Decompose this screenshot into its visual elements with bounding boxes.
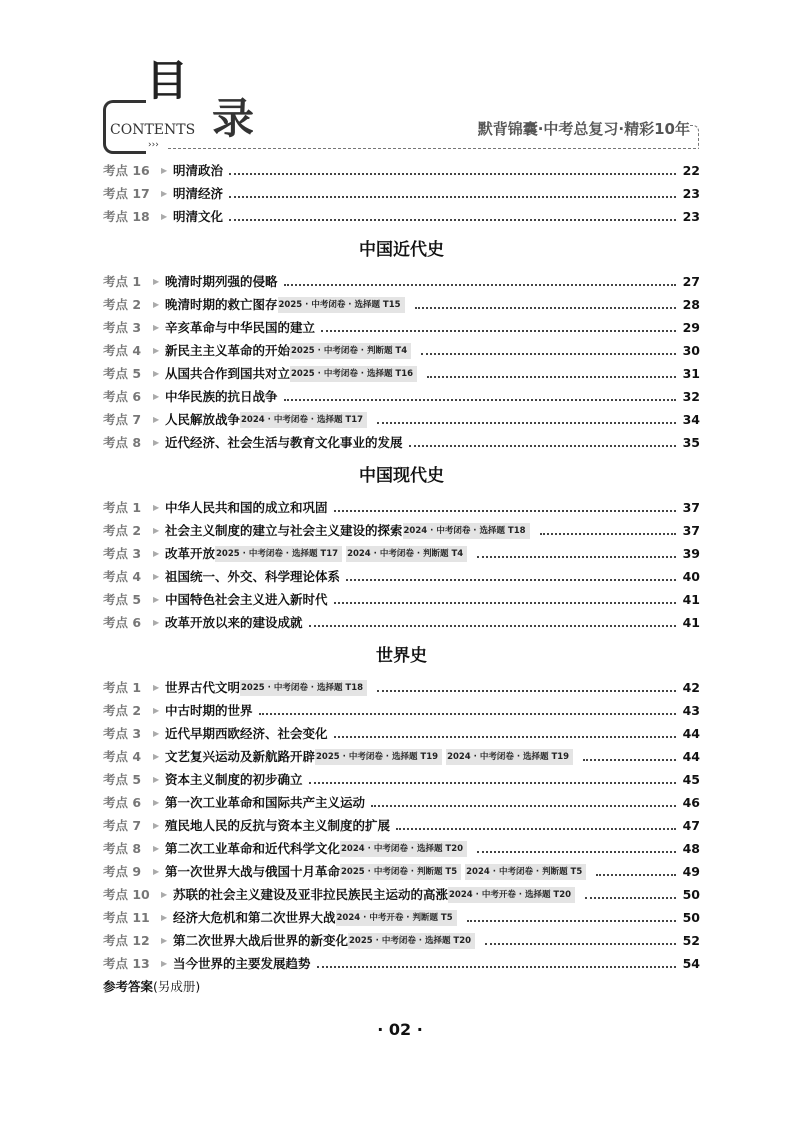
triangle-right-icon: ▶ — [153, 617, 160, 627]
exam-tag: 2025 · 中考闭卷 · 判断题 T4 — [290, 343, 411, 359]
dot-leader — [334, 602, 676, 604]
exam-tag: 2025 · 中考闭卷 · 选择题 T19 — [315, 749, 442, 765]
dot-leader — [229, 219, 676, 221]
entry-code: 考点 16 — [103, 162, 150, 178]
exam-tag: 2024 · 中考闭卷 · 选择题 T17 — [240, 412, 367, 428]
triangle-right-icon: ▶ — [153, 705, 160, 715]
triangle-right-icon: ▶ — [153, 774, 160, 784]
entry-code: 考点 2 — [103, 522, 142, 538]
entry-page: 37 — [682, 522, 700, 538]
triangle-right-icon: ▶ — [153, 437, 160, 447]
entry-title[interactable]: 经济大危机和第二次世界大战 — [173, 909, 336, 925]
entry-title[interactable]: 祖国统一、外交、科学理论体系 — [165, 568, 341, 584]
dot-leader — [284, 284, 676, 286]
entry-page: 31 — [682, 365, 700, 381]
triangle-right-icon: ▶ — [153, 322, 160, 332]
toc-entry[interactable] — [103, 339, 700, 362]
entry-page: 50 — [682, 909, 700, 925]
exam-tag: 2025 · 中考闭卷 · 选择题 T16 — [290, 366, 417, 382]
entry-page: 39 — [682, 545, 700, 561]
dot-leader — [371, 805, 676, 807]
triangle-right-icon: ▶ — [153, 682, 160, 692]
toc-entry[interactable] — [103, 676, 700, 699]
toc-entry[interactable] — [103, 722, 700, 745]
toc-entry[interactable] — [103, 860, 700, 883]
entry-code: 考点 1 — [103, 499, 142, 515]
entry-title[interactable]: 中华民族的抗日战争 — [165, 388, 278, 404]
entry-page: 41 — [682, 591, 700, 607]
entry-code: 考点 4 — [103, 342, 142, 358]
entry-title[interactable]: 辛亥革命与中华民国的建立 — [165, 319, 316, 335]
dot-leader — [409, 445, 676, 447]
toc-entry[interactable] — [103, 906, 700, 929]
exam-tag: 2025 · 中考闭卷 · 选择题 T18 — [240, 680, 367, 696]
answer-key-note — [103, 975, 700, 998]
entry-title[interactable]: 中华人民共和国的成立和巩固 — [165, 499, 328, 515]
exam-tag: 2024 · 中考闭卷 · 选择题 T19 — [446, 749, 573, 765]
toc-entry[interactable] — [103, 519, 700, 542]
dot-leader — [346, 579, 676, 581]
section-heading: 中国现代史 — [359, 466, 444, 486]
entry-title[interactable]: 社会主义制度的建立与社会主义建设的探索 — [165, 522, 403, 538]
toc-entry[interactable] — [103, 768, 700, 791]
series-title: 默背锦囊·中考总复习·精彩10年 — [477, 120, 690, 138]
entry-title[interactable]: 苏联的社会主义建设及亚非拉民族民主运动的高涨 — [173, 886, 449, 902]
table-of-contents — [103, 159, 700, 998]
entry-title[interactable]: 人民解放战争 — [165, 411, 241, 427]
entry-title[interactable]: 晚清时期的救亡图存 — [165, 296, 278, 312]
entry-code: 考点 5 — [103, 365, 142, 381]
page-number: · 02 · — [377, 1020, 423, 1039]
entry-title[interactable]: 第一次工业革命和国际共产主义运动 — [165, 794, 366, 810]
entry-page: 44 — [682, 748, 700, 764]
triangle-right-icon: ▶ — [153, 866, 160, 876]
entry-page: 45 — [682, 771, 700, 787]
answer-key-paren: (另成册) — [153, 979, 201, 994]
entry-page: 30 — [682, 342, 700, 358]
toc-entry[interactable] — [103, 791, 700, 814]
entry-code: 考点 2 — [103, 296, 142, 312]
dot-leader — [540, 533, 676, 535]
entry-code: 考点 6 — [103, 614, 142, 630]
dot-leader — [334, 510, 676, 512]
toc-entry[interactable] — [103, 270, 700, 293]
toc-entry[interactable] — [103, 699, 700, 722]
entry-code: 考点 7 — [103, 817, 142, 833]
dot-leader — [583, 759, 676, 761]
triangle-right-icon: ▶ — [153, 751, 160, 761]
entry-code: 考点 12 — [103, 932, 150, 948]
toc-entry[interactable] — [103, 542, 700, 565]
entry-title[interactable]: 世界古代文明 — [165, 679, 241, 695]
toc-entry[interactable] — [103, 316, 700, 339]
entry-page: 42 — [682, 679, 700, 695]
entry-page: 52 — [682, 932, 700, 948]
entry-title[interactable]: 第一次世界大战与俄国十月革命 — [165, 863, 341, 879]
dot-leader — [415, 307, 676, 309]
exam-tag: 2025 · 中考闭卷 · 选择题 T17 — [215, 546, 342, 562]
triangle-right-icon: ▶ — [161, 912, 168, 922]
entry-title[interactable]: 改革开放 — [165, 545, 216, 561]
toc-entry[interactable] — [103, 745, 700, 768]
entry-code: 考点 17 — [103, 185, 150, 201]
entry-page: 46 — [682, 794, 700, 810]
triangle-right-icon: ▶ — [153, 820, 160, 830]
entry-code: 考点 11 — [103, 909, 150, 925]
toc-entry[interactable] — [103, 431, 700, 454]
toc-entry[interactable] — [103, 362, 700, 385]
entry-title[interactable]: 明清政治 — [173, 162, 224, 178]
toc-entry[interactable] — [103, 814, 700, 837]
dot-leader — [585, 897, 676, 899]
triangle-right-icon: ▶ — [153, 391, 160, 401]
triangle-right-icon: ▶ — [153, 594, 160, 604]
entry-code: 考点 3 — [103, 545, 142, 561]
entry-page: 35 — [682, 434, 700, 450]
header-divider — [168, 148, 696, 149]
entry-code: 考点 6 — [103, 794, 142, 810]
entry-code: 考点 1 — [103, 679, 142, 695]
entry-code: 考点 4 — [103, 748, 142, 764]
dot-leader — [421, 353, 676, 355]
entry-page: 40 — [682, 568, 700, 584]
entry-code: 考点 10 — [103, 886, 150, 902]
dot-leader — [309, 782, 676, 784]
exam-tag: 2024 · 中考闭卷 · 判断题 T4 — [346, 546, 467, 562]
entry-page: 29 — [682, 319, 700, 335]
triangle-right-icon: ▶ — [153, 728, 160, 738]
entry-title[interactable]: 晚清时期列强的侵略 — [165, 273, 278, 289]
dot-leader — [596, 874, 676, 876]
triangle-right-icon: ▶ — [153, 525, 160, 535]
answer-key-label: 参考答案 — [103, 979, 154, 994]
title-char-1: 目 — [146, 56, 189, 105]
exam-tag: 2025 · 中考闭卷 · 判断题 T5 — [340, 864, 461, 880]
section-heading: 中国近代史 — [359, 240, 444, 260]
entry-page: 23 — [682, 185, 700, 201]
triangle-right-icon: ▶ — [153, 414, 160, 424]
entry-title[interactable]: 当今世界的主要发展趋势 — [173, 955, 311, 971]
entry-page: 49 — [682, 863, 700, 879]
entry-page: 43 — [682, 702, 700, 718]
entry-code: 考点 9 — [103, 863, 142, 879]
entry-page: 23 — [682, 208, 700, 224]
toc-entry[interactable] — [103, 883, 700, 906]
entry-page: 54 — [682, 955, 700, 971]
header-divider-end — [690, 125, 699, 149]
entry-page: 22 — [682, 162, 700, 178]
entry-title[interactable]: 第二次工业革命和近代科学文化 — [165, 840, 341, 856]
triangle-right-icon: ▶ — [161, 935, 168, 945]
dot-leader — [477, 851, 676, 853]
entry-page: 32 — [682, 388, 700, 404]
entry-title[interactable]: 从国共合作到国共对立 — [165, 365, 291, 381]
dot-leader — [229, 173, 676, 175]
entry-title[interactable]: 明清文化 — [173, 208, 224, 224]
triangle-right-icon: ▶ — [153, 548, 160, 558]
entry-title[interactable]: 第二次世界大战后世界的新变化 — [173, 932, 349, 948]
entry-page: 28 — [682, 296, 700, 312]
dot-leader — [427, 376, 676, 378]
exam-tag: 2024 · 中考闭卷 · 选择题 T18 — [403, 523, 530, 539]
triangle-right-icon: ▶ — [161, 958, 168, 968]
exam-tag: 2025 · 中考闭卷 · 选择题 T20 — [348, 933, 475, 949]
entry-title[interactable]: 明清经济 — [173, 185, 224, 201]
entry-code: 考点 2 — [103, 702, 142, 718]
dot-leader — [317, 966, 676, 968]
dot-leader — [309, 625, 676, 627]
triangle-right-icon: ▶ — [161, 188, 168, 198]
entry-page: 48 — [682, 840, 700, 856]
toc-entry[interactable] — [103, 611, 700, 634]
entry-page: 41 — [682, 614, 700, 630]
triangle-right-icon: ▶ — [161, 889, 168, 899]
toc-entry[interactable] — [103, 159, 700, 182]
entry-page: 47 — [682, 817, 700, 833]
triangle-right-icon: ▶ — [153, 843, 160, 853]
dot-leader — [377, 422, 676, 424]
triangle-right-icon: ▶ — [153, 797, 160, 807]
entry-code: 考点 5 — [103, 771, 142, 787]
toc-entry[interactable] — [103, 496, 700, 519]
toc-entry[interactable] — [103, 205, 700, 228]
toc-entry[interactable] — [103, 408, 700, 431]
exam-tag: 2024 · 中考闭卷 · 判断题 T5 — [465, 864, 586, 880]
dot-leader — [396, 828, 676, 830]
dot-leader — [485, 943, 676, 945]
entry-title[interactable]: 资本主义制度的初步确立 — [165, 771, 303, 787]
entry-code: 考点 5 — [103, 591, 142, 607]
entry-code: 考点 13 — [103, 955, 150, 971]
toc-entry[interactable] — [103, 182, 700, 205]
entry-code: 考点 1 — [103, 273, 142, 289]
exam-tag: 2024 · 中考开卷 · 选择题 T20 — [448, 887, 575, 903]
entry-page: 44 — [682, 725, 700, 741]
entry-code: 考点 6 — [103, 388, 142, 404]
entry-title[interactable]: 中国特色社会主义进入新时代 — [165, 591, 328, 607]
dot-leader — [334, 736, 676, 738]
triangle-right-icon: ▶ — [153, 571, 160, 581]
triangle-right-icon: ▶ — [153, 368, 160, 378]
dot-leader — [477, 556, 676, 558]
dot-leader — [284, 399, 676, 401]
entry-page: 34 — [682, 411, 700, 427]
exam-tag: 2025 · 中考闭卷 · 选择题 T15 — [278, 297, 405, 313]
dot-leader — [321, 330, 676, 332]
entry-code: 考点 7 — [103, 411, 142, 427]
entry-title[interactable]: 中古时期的世界 — [165, 702, 253, 718]
toc-entry[interactable] — [103, 565, 700, 588]
toc-entry[interactable] — [103, 837, 700, 860]
section-heading: 世界史 — [376, 646, 427, 666]
dot-leader — [467, 920, 676, 922]
triangle-right-icon: ▶ — [153, 345, 160, 355]
entry-code: 考点 18 — [103, 208, 150, 224]
entry-code: 考点 8 — [103, 434, 142, 450]
triangle-right-icon: ▶ — [153, 502, 160, 512]
toc-entry[interactable] — [103, 929, 700, 952]
triangle-right-icon: ▶ — [161, 211, 168, 221]
exam-tag: 2024 · 中考开卷 · 判断题 T5 — [336, 910, 457, 926]
chevrons-icon: ››› — [148, 140, 159, 150]
entry-title[interactable]: 新民主主义革命的开始 — [165, 342, 291, 358]
toc-header — [0, 0, 800, 160]
dot-leader — [229, 196, 676, 198]
toc-entry[interactable] — [103, 952, 700, 975]
entry-page: 27 — [682, 273, 700, 289]
toc-entry[interactable] — [103, 293, 700, 316]
entry-code: 考点 4 — [103, 568, 142, 584]
toc-entry[interactable] — [103, 588, 700, 611]
entry-code: 考点 8 — [103, 840, 142, 856]
entry-title[interactable]: 改革开放以来的建设成就 — [165, 614, 303, 630]
contents-label: CONTENTS — [110, 122, 196, 138]
entry-page: 50 — [682, 886, 700, 902]
entry-title[interactable]: 近代早期西欧经济、社会变化 — [165, 725, 328, 741]
triangle-right-icon: ▶ — [153, 276, 160, 286]
title-char-2: 录 — [212, 94, 255, 143]
entry-page: 37 — [682, 499, 700, 515]
entry-code: 考点 3 — [103, 319, 142, 335]
entry-title[interactable]: 文艺复兴运动及新航路开辟 — [165, 748, 316, 764]
entry-title[interactable]: 近代经济、社会生活与教育文化事业的发展 — [165, 434, 403, 450]
triangle-right-icon: ▶ — [161, 165, 168, 175]
entry-code: 考点 3 — [103, 725, 142, 741]
entry-title[interactable]: 殖民地人民的反抗与资本主义制度的扩展 — [165, 817, 391, 833]
dot-leader — [377, 690, 676, 692]
triangle-right-icon: ▶ — [153, 299, 160, 309]
toc-entry[interactable] — [103, 385, 700, 408]
dot-leader — [259, 713, 676, 715]
exam-tag: 2024 · 中考闭卷 · 选择题 T20 — [340, 841, 467, 857]
